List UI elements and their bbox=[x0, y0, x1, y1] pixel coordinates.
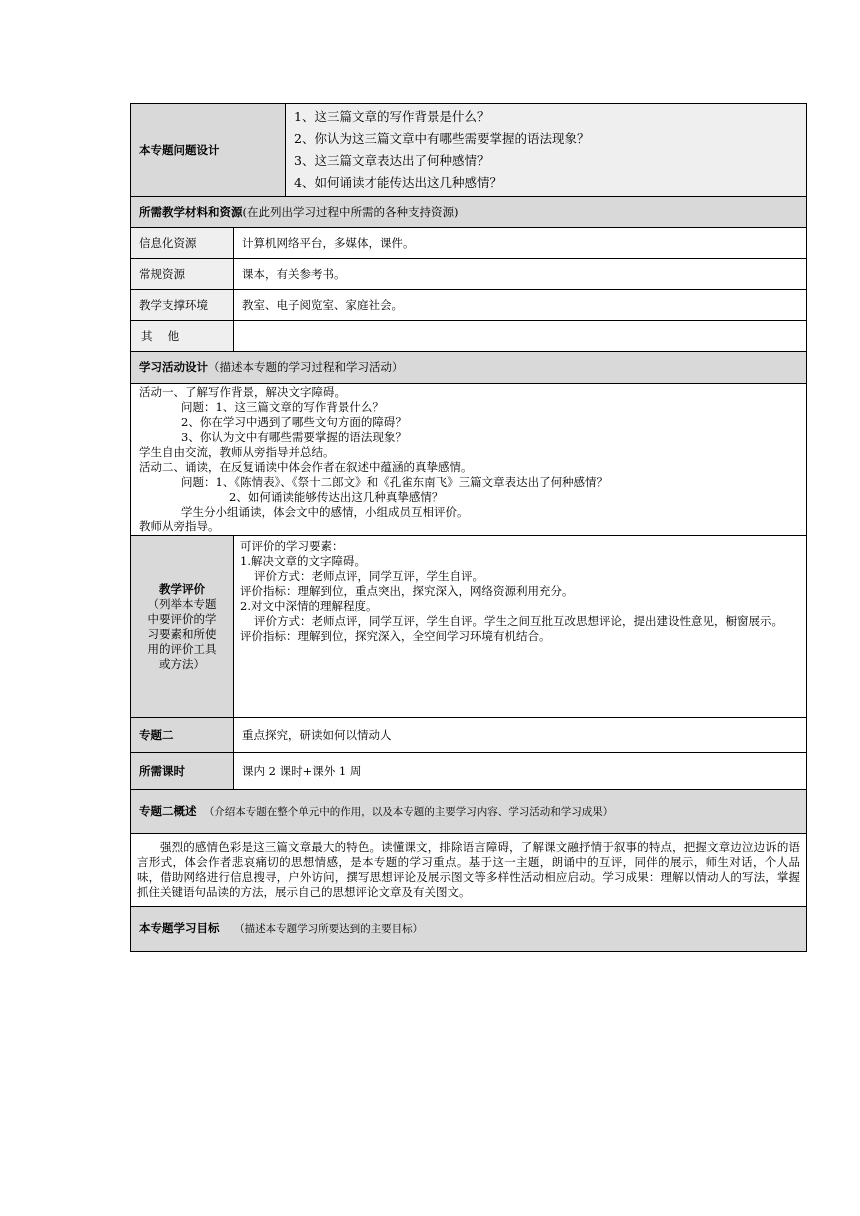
resource-value: 课本，有关参考书。 bbox=[234, 259, 807, 290]
evaluation-line: 可评价的学习要素： bbox=[240, 539, 344, 554]
questions-list bbox=[286, 104, 807, 197]
resource-row bbox=[131, 290, 807, 321]
resource-label: 常规资源 bbox=[131, 259, 234, 290]
resources-heading-row bbox=[131, 197, 807, 228]
evaluation-note-line: 或方法） bbox=[159, 656, 205, 671]
resource-row bbox=[131, 228, 807, 259]
activity-line: 3、你认为文中有哪些需要掌握的语法现象？ bbox=[181, 429, 407, 444]
evaluation-note-line: 用的评价工具 bbox=[147, 641, 217, 656]
activities-heading-title: 学习活动设计 bbox=[139, 360, 208, 375]
resource-value: 计算机网络平台，多媒体，课件。 bbox=[234, 228, 807, 259]
evaluation-line: 评价方式：老师点评，同学互评，学生自评。 bbox=[254, 569, 484, 584]
activity-line: 2、你在学习中遇到了哪些文句方面的障碍？ bbox=[181, 414, 407, 429]
hours-row bbox=[131, 753, 807, 790]
resource-value: 教室、电子阅览室、家庭社会。 bbox=[234, 290, 807, 321]
activity-line: 问题：1、《陈情表》、《祭十二郎文》和《孔雀东南飞》三篇文章表达出了何种感情？ bbox=[181, 474, 609, 489]
hours-value: 课内 2 课时+课外 1 周 bbox=[234, 753, 807, 790]
evaluation-line: 评价指标：理解到位，探究深入，全空间学习环境有机结合。 bbox=[240, 629, 551, 643]
evaluation-content bbox=[234, 536, 807, 718]
resource-label: 其 他 bbox=[131, 321, 234, 352]
activity-line: 活动二、诵读，在反复诵读中体会作者在叙述中蕴涵的真挚感情。 bbox=[139, 459, 473, 474]
evaluation-title: 教学评价 bbox=[159, 582, 205, 597]
resources-heading-note: (在此列出学习过程中所需的各种支持资源) bbox=[242, 204, 459, 219]
overview-row bbox=[131, 834, 807, 907]
activities-heading-note: （描述本专题的学习过程和学习活动） bbox=[208, 360, 404, 375]
overview-heading-title: 专题二概述 bbox=[139, 804, 197, 819]
resource-value bbox=[234, 321, 807, 352]
goals-heading bbox=[131, 907, 807, 952]
resource-row bbox=[131, 321, 807, 352]
evaluation-label bbox=[131, 536, 234, 718]
question-item: 4、如何诵读才能传达出这几种感情？ bbox=[294, 175, 502, 190]
goals-heading-row bbox=[131, 907, 807, 952]
topic2-label: 专题二 bbox=[131, 718, 234, 753]
evaluation-row bbox=[131, 536, 807, 718]
overview-text: 强烈的感情色彩是这三篇文章最大的特色。读懂课文，排除语言障碍，了解课文融抒情于叙事的特点，把握文章边泣边诉的语言形式，体会作者悲哀痛切的思想情感，是本专题的学习重点。基于这一主题，朗诵中的互评，同伴的展示，师生对话，个人品味，借助网络进行信息搜寻，户外访问，撰写思想评论及展示图文等多样性活动相应启动。学习成果：理解以情动人的写法，掌握抓住关键语句品读的方法，展示自己的思想评论文章及有关图文。 bbox=[131, 834, 807, 907]
evaluation-note-line: 中要评价的学 bbox=[147, 611, 217, 626]
activities-row bbox=[131, 384, 807, 536]
activity-line: 问题：1、这三篇文章的写作背景什么？ bbox=[181, 399, 384, 414]
evaluation-line: 1.解决文章的文字障碍。 bbox=[240, 554, 366, 569]
resources-heading bbox=[131, 197, 807, 228]
lesson-plan-table bbox=[130, 103, 807, 952]
activity-line: 教师从旁指导。 bbox=[139, 519, 220, 534]
activities-heading bbox=[131, 352, 807, 384]
activities-heading-row bbox=[131, 352, 807, 384]
resource-label: 教学支撑环境 bbox=[131, 290, 234, 321]
overview-heading-row bbox=[131, 790, 807, 834]
activities-body bbox=[131, 384, 807, 536]
activity-line: 活动一、了解写作背景，解决文字障碍。 bbox=[139, 385, 346, 399]
overview-heading-note: （介绍本专题在整个单元中的作用，以及本专题的主要学习内容、学习活动和学习成果） bbox=[203, 806, 614, 819]
activity-line: 学生分小组诵读，体会文中的感情，小组成员互相评价。 bbox=[181, 504, 469, 519]
evaluation-note-line: （列举本专题 bbox=[147, 597, 217, 611]
evaluation-line: 评价方式：老师点评，同学互评，学生自评。学生之间互批互改思想评论，提出建设性意见，橱窗展示。 bbox=[254, 614, 783, 629]
activity-line: 学生自由交流，教师从旁指导并总结。 bbox=[139, 444, 335, 459]
activity-line: 2、如何诵读能够传达出这几种真挚感情？ bbox=[229, 489, 444, 504]
resources-heading-title: 所需教学材料和资源 bbox=[139, 204, 243, 219]
question-item: 3、这三篇文章表达出了何种感情？ bbox=[294, 153, 490, 168]
topic2-value: 重点探究，研读如何以情动人 bbox=[234, 718, 807, 753]
question-item: 2、你认为这三篇文章中有哪些需要掌握的语法现象？ bbox=[294, 131, 590, 146]
topic2-row bbox=[131, 718, 807, 753]
evaluation-line: 评价指标：理解到位，重点突出，探究深入，网络资源利用充分。 bbox=[240, 584, 574, 599]
questions-label: 本专题问题设计 bbox=[131, 104, 286, 197]
goals-heading-title: 本专题学习目标 bbox=[139, 921, 220, 936]
resource-row bbox=[131, 259, 807, 290]
resource-label: 信息化资源 bbox=[131, 228, 234, 259]
overview-heading bbox=[131, 790, 807, 834]
goals-heading-note: （描述本专题学习所要达到的主要目标） bbox=[234, 923, 424, 936]
question-item: 1、这三篇文章的写作背景是什么？ bbox=[294, 109, 490, 124]
hours-label: 所需课时 bbox=[131, 753, 234, 790]
questions-row bbox=[131, 104, 807, 197]
evaluation-note-line: 习要素和所使 bbox=[147, 626, 217, 641]
evaluation-line: 2.对文中深情的理解程度。 bbox=[240, 599, 378, 614]
